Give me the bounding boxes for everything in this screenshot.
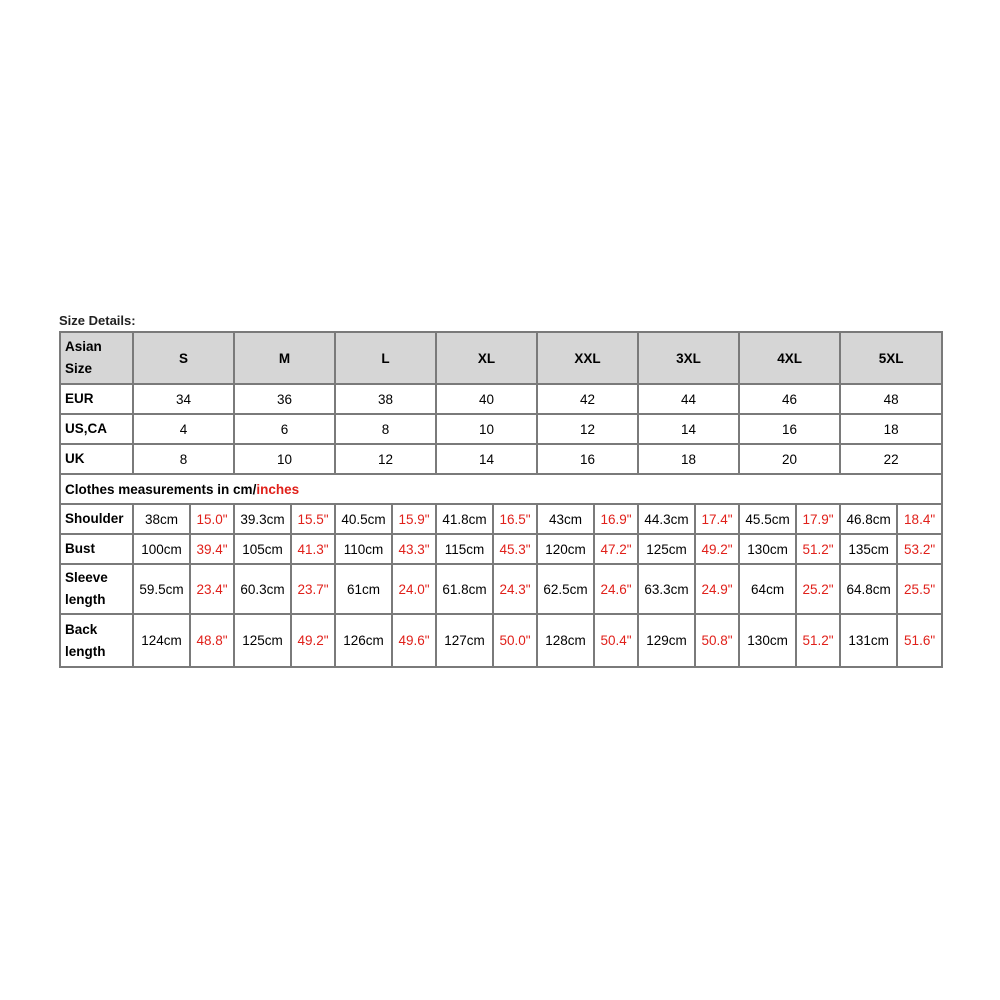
measurement-cm-cell: 61.8cm [436,564,493,614]
measurement-inch-cell: 48.8" [190,614,234,667]
measurement-cm-cell: 135cm [840,534,897,564]
measurement-cm-cell: 125cm [234,614,291,667]
measurement-cm-cell: 110cm [335,534,392,564]
measurement-cm-cell: 131cm [840,614,897,667]
conversion-cell: 38 [335,384,436,414]
measurement-cm-cell: 124cm [133,614,190,667]
conversion-cell: 8 [335,414,436,444]
measurement-inch-cell: 24.3" [493,564,537,614]
measurement-cm-cell: 44.3cm [638,504,695,534]
measurement-cm-cell: 38cm [133,504,190,534]
conversion-cell: 44 [638,384,739,414]
conversion-cell: 36 [234,384,335,414]
measurement-row-label: Shoulder [60,504,133,534]
measurement-inch-cell: 49.6" [392,614,436,667]
measurement-inch-cell: 39.4" [190,534,234,564]
conversion-cell: 20 [739,444,840,474]
conversion-row [60,384,942,414]
conversion-cell: 4 [133,414,234,444]
size-chart [59,311,942,668]
measurement-inch-cell: 17.9" [796,504,840,534]
size-header-xxl: XXL [537,332,638,384]
measurement-cm-cell: 129cm [638,614,695,667]
measurement-inch-cell: 15.5" [291,504,335,534]
measurements-heading-prefix: Clothes measurements in cm/ [65,481,257,497]
conversion-cell: 16 [537,444,638,474]
measurement-cm-cell: 105cm [234,534,291,564]
size-details-title: Size Details: [59,313,136,328]
measurement-inch-cell: 24.6" [594,564,638,614]
size-header-m: M [234,332,335,384]
measurement-inch-cell: 50.0" [493,614,537,667]
measurement-inch-cell: 43.3" [392,534,436,564]
measurement-cm-cell: 43cm [537,504,594,534]
measurement-cm-cell: 60.3cm [234,564,291,614]
measurement-cm-cell: 127cm [436,614,493,667]
measurement-cm-cell: 120cm [537,534,594,564]
measurement-inch-cell: 50.4" [594,614,638,667]
size-header-3xl: 3XL [638,332,739,384]
measurements-heading-inches: inches [256,481,300,497]
measurement-inch-cell: 23.4" [190,564,234,614]
measurement-row [60,564,942,614]
measurement-cm-cell: 62.5cm [537,564,594,614]
conversion-cell: 10 [436,414,537,444]
measurement-inch-cell: 41.3" [291,534,335,564]
measurement-cm-cell: 46.8cm [840,504,897,534]
measurement-cm-cell: 39.3cm [234,504,291,534]
conversion-cell: 8 [133,444,234,474]
measurement-row-label: Back length [60,614,133,667]
conversion-cell: 16 [739,414,840,444]
measurement-cm-cell: 130cm [739,614,796,667]
measurement-cm-cell: 64.8cm [840,564,897,614]
measurement-inch-cell: 47.2" [594,534,638,564]
conversion-cell: 42 [537,384,638,414]
measurement-inch-cell: 15.0" [190,504,234,534]
measurement-inch-cell: 51.6" [897,614,942,667]
conversion-row-label: EUR [60,384,133,414]
conversion-cell: 18 [840,414,942,444]
measurement-inch-cell: 16.9" [594,504,638,534]
measurement-inch-cell: 49.2" [695,534,739,564]
measurement-row [60,534,942,564]
measurement-cm-cell: 61cm [335,564,392,614]
measurement-inch-cell: 25.2" [796,564,840,614]
header-row [60,332,942,384]
measurement-inch-cell: 51.2" [796,614,840,667]
measurement-inch-cell: 24.0" [392,564,436,614]
measurement-row [60,614,942,667]
conversion-cell: 14 [638,414,739,444]
measurement-row [60,504,942,534]
conversion-cell: 10 [234,444,335,474]
size-header-4xl: 4XL [739,332,840,384]
measurement-cm-cell: 45.5cm [739,504,796,534]
measurement-row-label: Bust [60,534,133,564]
measurement-cm-cell: 126cm [335,614,392,667]
conversion-cell: 40 [436,384,537,414]
conversion-row [60,444,942,474]
size-table [59,331,943,668]
measurement-cm-cell: 128cm [537,614,594,667]
measurement-inch-cell: 50.8" [695,614,739,667]
measurement-inch-cell: 17.4" [695,504,739,534]
conversion-cell: 12 [537,414,638,444]
measurement-inch-cell: 53.2" [897,534,942,564]
measurement-inch-cell: 45.3" [493,534,537,564]
section-row [60,474,942,504]
conversion-cell: 18 [638,444,739,474]
conversion-row-label: US,CA [60,414,133,444]
asian-size-label: Asian Size [60,332,133,384]
conversion-row [60,414,942,444]
measurement-cm-cell: 100cm [133,534,190,564]
conversion-cell: 6 [234,414,335,444]
measurements-heading [60,474,942,504]
measurement-inch-cell: 24.9" [695,564,739,614]
measurement-inch-cell: 15.9" [392,504,436,534]
conversion-cell: 48 [840,384,942,414]
measurement-row-label: Sleeve length [60,564,133,614]
measurement-cm-cell: 63.3cm [638,564,695,614]
size-header-5xl: 5XL [840,332,942,384]
conversion-row-label: UK [60,444,133,474]
measurement-cm-cell: 64cm [739,564,796,614]
measurement-inch-cell: 18.4" [897,504,942,534]
measurement-cm-cell: 41.8cm [436,504,493,534]
measurement-cm-cell: 125cm [638,534,695,564]
size-header-s: S [133,332,234,384]
measurement-cm-cell: 130cm [739,534,796,564]
conversion-cell: 46 [739,384,840,414]
measurement-inch-cell: 16.5" [493,504,537,534]
size-header-l: L [335,332,436,384]
measurement-cm-cell: 115cm [436,534,493,564]
conversion-cell: 34 [133,384,234,414]
measurement-inch-cell: 25.5" [897,564,942,614]
conversion-cell: 14 [436,444,537,474]
conversion-cell: 12 [335,444,436,474]
measurement-inch-cell: 49.2" [291,614,335,667]
measurement-cm-cell: 59.5cm [133,564,190,614]
measurement-inch-cell: 23.7" [291,564,335,614]
measurement-cm-cell: 40.5cm [335,504,392,534]
size-header-xl: XL [436,332,537,384]
measurement-inch-cell: 51.2" [796,534,840,564]
conversion-cell: 22 [840,444,942,474]
